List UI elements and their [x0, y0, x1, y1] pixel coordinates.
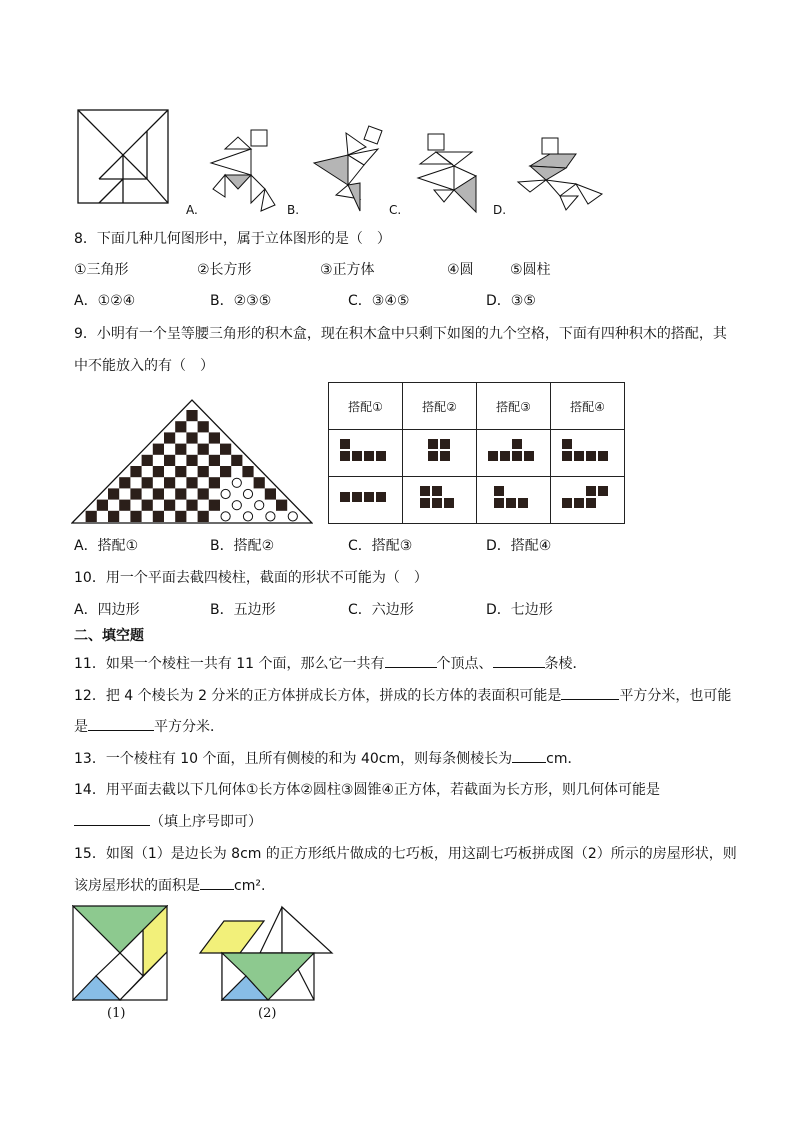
- q12-line1: [74, 685, 731, 706]
- filled-cell: [164, 500, 175, 511]
- empty-slot: [243, 489, 252, 498]
- q8-question: 8．下面几种几何图形中，属于立体图形的是（ ）: [74, 231, 391, 247]
- filled-cell: [175, 421, 186, 432]
- q11-text-2: 个顶点、: [436, 656, 493, 672]
- filled-cell: [231, 455, 242, 466]
- q9-piece-2a: [403, 430, 477, 477]
- section-heading-fill-in: 二、填空题: [74, 628, 144, 644]
- q14-line1: 14．用平面去截以下几何体①长方体②圆柱③圆锥④正方体，若截面为长方形，则几何体可能是: [74, 782, 661, 798]
- filled-cell: [186, 477, 197, 488]
- q15-text-2: 该房屋形状的面积是: [74, 878, 200, 894]
- q13-blank[interactable]: [512, 748, 546, 763]
- q15-line2: [74, 875, 265, 896]
- q10-option-c[interactable]: C．六边形: [348, 602, 414, 618]
- filled-cell: [186, 410, 197, 421]
- filled-cell: [164, 432, 175, 443]
- empty-slot: [266, 512, 275, 521]
- q9-header-4: 搭配④: [551, 383, 625, 430]
- filled-cell: [220, 444, 231, 455]
- filled-cell: [175, 444, 186, 455]
- q12-text-4: 平方分米．: [154, 719, 224, 735]
- q9-option-c[interactable]: C．搭配③: [348, 538, 413, 554]
- q9-option-a[interactable]: A．搭配①: [74, 538, 139, 554]
- q12-text-2: 平方分米，也可能: [619, 688, 732, 704]
- filled-cell: [209, 500, 220, 511]
- q12-text-3: 是: [74, 719, 88, 735]
- filled-cell: [209, 432, 220, 443]
- filled-cell: [130, 511, 141, 522]
- filled-cell: [175, 466, 186, 477]
- filled-cell: [153, 444, 164, 455]
- q15-caption-1: (1): [107, 1006, 126, 1021]
- q9-piece-3b: [477, 477, 551, 524]
- q7-square-tangram: [77, 109, 169, 204]
- q7-figure-c: [410, 132, 486, 214]
- q10-option-b[interactable]: B．五边形: [210, 602, 276, 618]
- q15-caption-2: (2): [258, 1006, 277, 1021]
- q13-text-1: 13．一个棱柱有 10 个面，且所有侧棱的和为 40cm，则每条侧棱长为: [74, 751, 513, 767]
- q7-figure-b: [308, 125, 388, 213]
- q9-piece-1a: [329, 430, 403, 477]
- q8-item-5: ⑤圆柱: [510, 262, 551, 278]
- filled-cell: [276, 500, 287, 511]
- filled-cell: [153, 466, 164, 477]
- filled-cell: [198, 466, 209, 477]
- q7-option-d[interactable]: D.: [493, 203, 507, 217]
- q15-text-3: cm².: [234, 878, 266, 894]
- filled-cell: [142, 500, 153, 511]
- q7-option-b[interactable]: B.: [287, 203, 300, 217]
- q7-figure-d: [516, 134, 604, 212]
- filled-cell: [209, 477, 220, 488]
- q8-option-c[interactable]: C．③④⑤: [348, 293, 410, 309]
- filled-cell: [119, 477, 130, 488]
- empty-slot: [221, 489, 230, 498]
- q13-text-2: cm．: [546, 751, 582, 767]
- filled-cell: [130, 466, 141, 477]
- q15-house-figure: [198, 905, 334, 1001]
- filled-cell: [108, 488, 119, 499]
- q14-blank[interactable]: [74, 811, 150, 826]
- q11-blank-vertices[interactable]: [385, 653, 437, 668]
- q9-header-3: 搭配③: [477, 383, 551, 430]
- filled-cell: [86, 511, 97, 522]
- filled-cell: [198, 488, 209, 499]
- filled-cell: [153, 511, 164, 522]
- empty-slot: [221, 512, 230, 521]
- filled-cell: [164, 477, 175, 488]
- q9-question-line2: 中不能放入的有（ ）: [74, 358, 214, 374]
- q9-header-1: 搭配①: [329, 383, 403, 430]
- q11-text-3: 条棱．: [544, 656, 587, 672]
- q14-line2: [74, 811, 262, 832]
- q9-option-d[interactable]: D．搭配④: [486, 538, 552, 554]
- filled-cell: [142, 455, 153, 466]
- filled-cell: [97, 500, 108, 511]
- q15-tangram-square: [72, 905, 168, 1001]
- q9-question-line1: 9．小明有一个呈等腰三角形的积木盒，现在积木盒中只剩下如图的九个空格，下面有四种积木的搭配，其: [74, 326, 727, 342]
- q8-item-2: ②长方形: [197, 262, 252, 278]
- q10-option-a[interactable]: A．四边形: [74, 602, 140, 618]
- q9-piece-2b: [403, 477, 477, 524]
- filled-cell: [220, 466, 231, 477]
- q13: [74, 748, 581, 769]
- q9-piece-1b: [329, 477, 403, 524]
- filled-cell: [198, 421, 209, 432]
- q12-line2: [74, 716, 224, 737]
- q7-figure-a: [205, 127, 277, 213]
- filled-cell: [254, 477, 265, 488]
- q8-item-1: ①三角形: [74, 262, 129, 278]
- q7-option-a[interactable]: A.: [186, 203, 198, 217]
- filled-cell: [198, 511, 209, 522]
- filled-cell: [175, 488, 186, 499]
- q10-question: 10．用一个平面去截四棱柱，截面的形状不可能为（ ）: [74, 570, 428, 586]
- q14-text-2: （填上序号即可）: [150, 814, 262, 830]
- filled-cell: [242, 466, 253, 477]
- q9-header-2: 搭配②: [403, 383, 477, 430]
- q8-item-3: ③正方体: [320, 262, 375, 278]
- q9-piece-3a: [477, 430, 551, 477]
- filled-cell: [119, 500, 130, 511]
- filled-cell: [164, 455, 175, 466]
- q9-piece-4a: [551, 430, 625, 477]
- q9-triangle-box: [71, 398, 313, 525]
- q11-text-1: 11．如果一个棱柱一共有 11 个面，那么它一共有: [74, 656, 385, 672]
- q15-line1: 15．如图（1）是边长为 8cm 的正方形纸片做成的七巧板，用这副七巧板拼成图（2）所示的房屋形状，则: [74, 846, 737, 862]
- q12-text-1: 12．把 4 个棱长为 2 分米的正方体拼成长方体，拼成的长方体的表面积可能是: [74, 688, 562, 704]
- filled-cell: [142, 477, 153, 488]
- q10-option-d[interactable]: D．七边形: [486, 602, 553, 618]
- filled-cell: [198, 444, 209, 455]
- empty-slot: [232, 478, 241, 487]
- q12-blank-2[interactable]: [88, 716, 154, 731]
- empty-slot: [232, 501, 241, 510]
- q7-option-c[interactable]: C.: [389, 203, 402, 217]
- filled-cell: [108, 511, 119, 522]
- q9-option-b[interactable]: B．搭配②: [210, 538, 275, 554]
- empty-slot: [255, 501, 264, 510]
- q8-item-4: ④圆: [447, 262, 474, 278]
- q11: [74, 653, 587, 674]
- q8-option-b[interactable]: B．②③⑤: [210, 293, 272, 309]
- filled-cell: [186, 500, 197, 511]
- q8-option-d[interactable]: D．③⑤: [486, 293, 536, 309]
- filled-cell: [175, 511, 186, 522]
- q8-option-a[interactable]: A．①②④: [74, 293, 136, 309]
- filled-cell: [186, 432, 197, 443]
- filled-cell: [265, 488, 276, 499]
- filled-cell: [153, 488, 164, 499]
- filled-cell: [130, 488, 141, 499]
- q11-blank-edges[interactable]: [493, 653, 545, 668]
- filled-cell: [186, 455, 197, 466]
- q9-piece-4b: [551, 477, 625, 524]
- filled-cell: [209, 455, 220, 466]
- empty-slot: [288, 512, 297, 521]
- q12-blank-1[interactable]: [561, 685, 619, 700]
- q9-matching-table: [328, 382, 625, 524]
- q15-blank[interactable]: [200, 875, 234, 890]
- empty-slot: [243, 512, 252, 521]
